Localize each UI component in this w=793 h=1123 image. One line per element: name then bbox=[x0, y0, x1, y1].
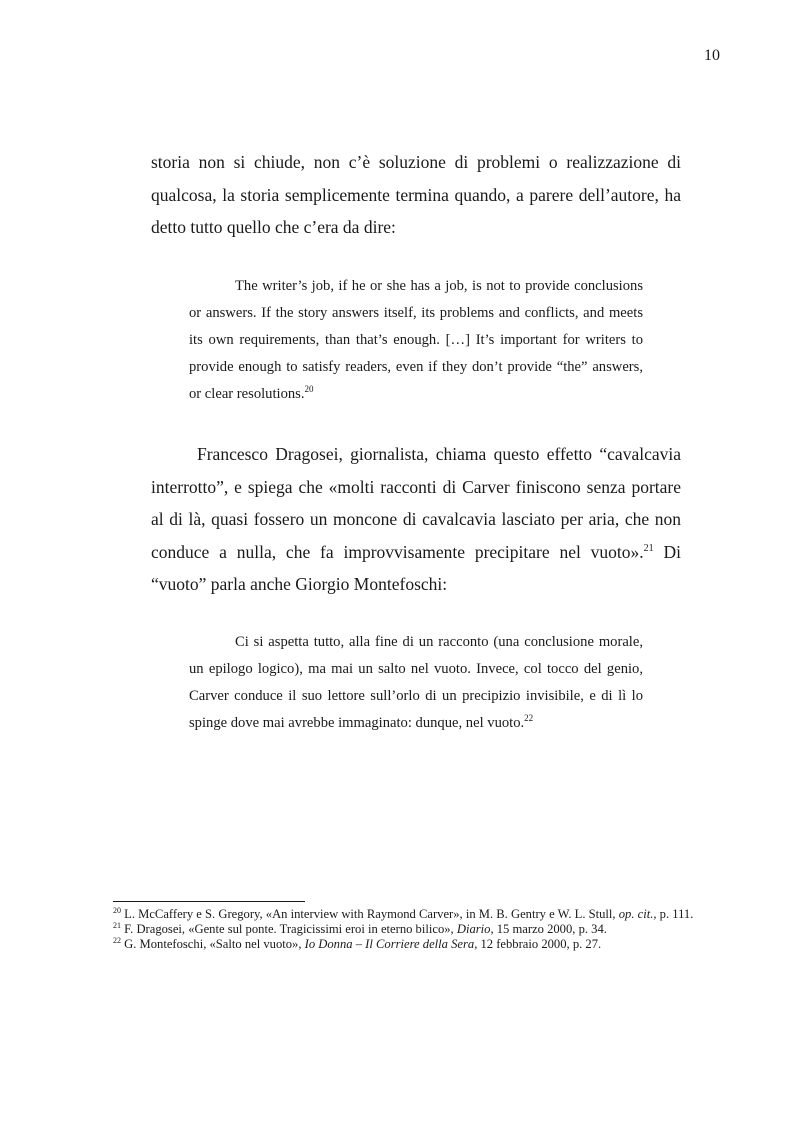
body-paragraph-2-tail: Di “vuoto” parla anche Giorgio Montefoschi: bbox=[151, 541, 682, 594]
footnote-number: 20 bbox=[113, 905, 121, 915]
footnote-text-end: , 12 febbraio 2000, p. 27. bbox=[474, 937, 602, 951]
footnote-ref-22[interactable]: 22 bbox=[524, 713, 534, 724]
footnote-ref-20[interactable]: 20 bbox=[304, 384, 314, 395]
footnote-22 bbox=[113, 937, 721, 952]
footnote-italic: Io Donna – Il Corriere della Sera bbox=[304, 937, 475, 951]
body-paragraph-1: storia non si chiude, non c’è soluzione di problemi o realizzazione di qualcosa, la storia semplicemente termina quando, a parere dell’autore, ha detto tutto quello che c’era da dire: bbox=[151, 152, 681, 237]
block-quote-2-text: Ci si aspetta tutto, alla fine di un racconto (una conclusione morale, un epilogo logico), ma mai un salto nel vuoto. Invece, col tocco del genio, Carver conduce il suo lettore sull’orlo di un precipizio invisibile, e di lì lo spinge dove mai avrebbe immaginato: dunque, nel vuoto. bbox=[189, 634, 643, 731]
footnote-text-end: p. 111. bbox=[656, 907, 694, 921]
footnote-21 bbox=[113, 922, 721, 937]
footnote-text: L. McCaffery e S. Gregory, «An interview with Raymond Carver», in M. B. Gentry e W. L. Stull, bbox=[121, 907, 619, 921]
footnote-text: F. Dragosei, «Gente sul ponte. Tragicissimi eroi in eterno bilico», bbox=[121, 922, 457, 936]
block-quote-2 bbox=[189, 629, 643, 737]
block-quote-1 bbox=[189, 273, 643, 408]
body-paragraph-2-text: Francesco Dragosei, giornalista, chiama questo effetto “cavalcavia interrotto”, e spiega che «molti racconti di Carver finiscono senza portare al di là, quasi fossero un moncone di cavalcavia lasciato per aria, che non conduce a nulla, che fa improvvisamente precipitare nel vuoto». bbox=[151, 444, 681, 562]
footnote-number: 22 bbox=[113, 935, 121, 945]
footnote-italic: Diario bbox=[456, 922, 491, 936]
footnotes-list bbox=[113, 907, 721, 952]
footnote-text: G. Montefoschi, «Salto nel vuoto», bbox=[121, 937, 305, 951]
block-quote-1-text: The writer’s job, if he or she has a job, is not to provide conclusions or answers. If the story answers itself, its problems and conflicts, and meets its own requirements, than that’s enough. […] It’s important for writers to provide enough to satisfy readers, even if they don’t provide “the” answers, or clear resolutions. bbox=[189, 278, 643, 402]
footnote-italic: op. cit., bbox=[618, 907, 657, 921]
footnote-number: 21 bbox=[113, 920, 121, 930]
footnote-ref-21[interactable]: 21 bbox=[643, 542, 654, 554]
page-number: 10 bbox=[704, 47, 720, 64]
body-paragraph-2 bbox=[151, 438, 681, 601]
footnote-20 bbox=[113, 907, 721, 922]
footnote-text-end: , 15 marzo 2000, p. 34. bbox=[490, 922, 607, 936]
footnote-separator bbox=[113, 901, 305, 902]
